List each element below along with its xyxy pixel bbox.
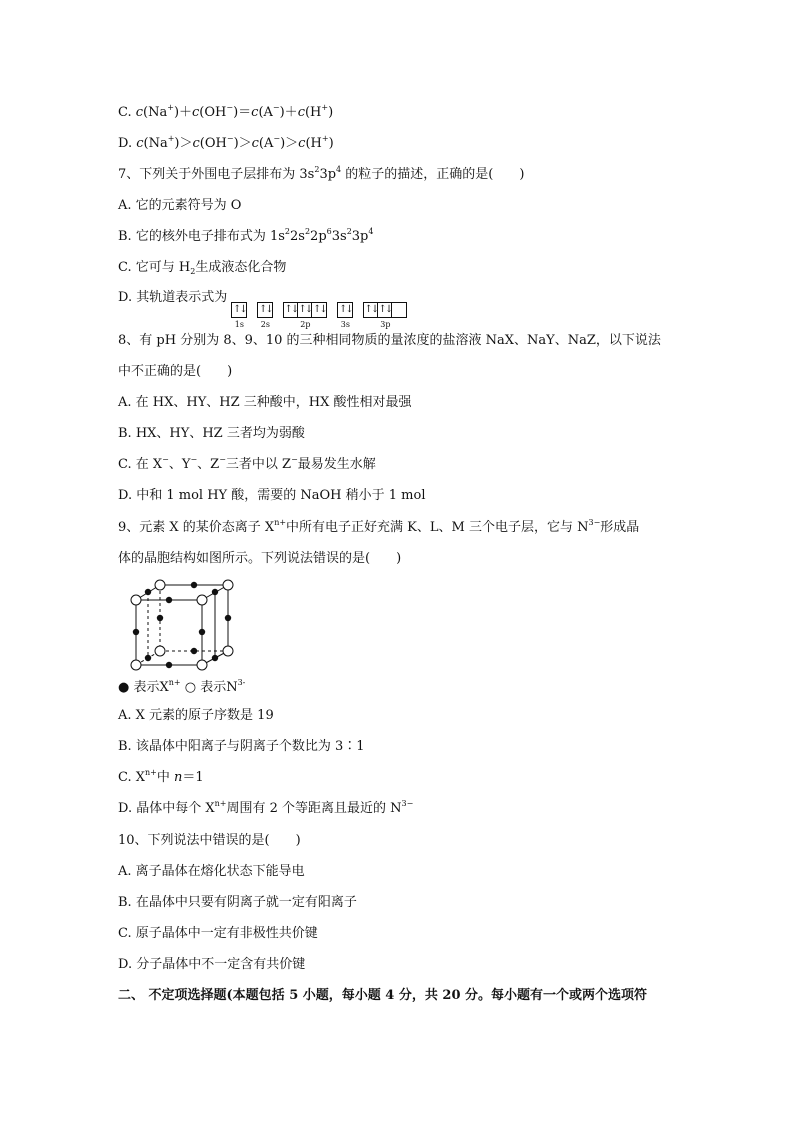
q8-option-b: B. HX、HY、HZ 三者均为弱酸	[118, 426, 305, 441]
q8-stem-line2: 中不正确的是( )	[118, 364, 233, 379]
q10-option-b: B. 在晶体中只要有阴离子就一定有阳离子	[118, 895, 357, 910]
orbital-2s	[257, 302, 273, 330]
orbital-2p	[283, 302, 327, 330]
q9-option-c: C. $X^{n+}$中 n＝1	[118, 768, 204, 785]
q9-option-a: A. X 元素的原子序数是 19	[118, 708, 274, 723]
q9-option-b: B. 该晶体中阳离子与阴离子个数比为 3∶1	[118, 739, 365, 754]
q7-option-d: D. 其轨道表示式为 ↑↓ 1s ↑↓ 2s ↑↓ ↑↓ ↑↓ 2p ↑↓ 3s ↑↓ ↑↓ 3p	[118, 290, 417, 330]
q10-stem: 10、下列说法中错误的是( )	[118, 833, 301, 848]
q8-option-d: D. 中和 1 mol HY 酸，需要的 NaOH 稍小于 1 mol	[118, 488, 426, 503]
orbital-label: 2s	[260, 320, 270, 329]
orbital-cell: ↑↓	[364, 304, 378, 315]
q10-option-d: D. 分子晶体中不一定含有共价键	[118, 957, 306, 972]
q10-option-a: A. 离子晶体在熔化状态下能导电	[118, 864, 305, 879]
q6-option-c: C. c(Na+)＋c(OH−)＝c(A−)＋c(H+)	[118, 103, 334, 120]
orbital-diagram	[231, 301, 417, 330]
q10-option-c: C. 原子晶体中一定有非极性共价键	[118, 926, 318, 941]
q9-legend: ● 表示$X^{n+}$ ○ 表示$N^{3-}$	[118, 678, 246, 695]
q9-stem-line1: 9、元素 X 的某价态离子 $X^{n+}$中所有电子正好充满 K、L、M 三个电子层，它与 $N^{3-}$形成晶	[118, 518, 640, 535]
orbital-cell: ↑↓	[378, 304, 392, 315]
q7-stem: 7、下列关于外围电子层排布为 $3s^23p^4$ 的粒子的描述，正确的是( )	[118, 165, 525, 182]
crystal-cell-diagram	[124, 575, 239, 675]
orbital-cell	[392, 303, 406, 317]
section-2-heading: 二、 不定项选择题(本题包括 5 小题，每小题 4 分，共 20 分。每小题有一个或两个选项符	[118, 988, 648, 1003]
q6-option-d: D. c(Na+)＞c(OH−)＞c(A−)＞c(H+)	[118, 134, 334, 151]
orbital-label: 2p	[300, 320, 311, 329]
q7-option-c: C. 它可与 $H_2$生成液态化合物	[118, 260, 287, 276]
q9-stem-line2: 体的晶胞结构如图所示。下列说法错误的是( )	[118, 551, 402, 566]
q8-option-c: C. 在 X−、Y−、Z−三者中以 Z−最易发生水解	[118, 455, 376, 472]
q9-option-d: D. 晶体中每个 $X^{n+}$周围有 2 个等距离且最近的 $N^{3-}$	[118, 799, 414, 816]
orbital-cell: ↑↓	[338, 304, 352, 315]
orbital-cell: ↑↓	[232, 304, 246, 315]
q7-option-b: B. 它的核外电子排布式为 $1s^22s^22p^63s^23p^4$	[118, 227, 374, 244]
orbital-label: 3s	[340, 320, 350, 329]
orbital-cell: ↑↓	[298, 304, 312, 315]
q8-stem-line1: 8、有 pH 分别为 8、9、10 的三种相同物质的量浓度的盐溶液 NaX、NaY、NaZ，以下说法	[118, 333, 661, 348]
orbital-1s	[231, 302, 247, 330]
orbital-3s	[337, 302, 353, 330]
orbital-3p	[363, 302, 407, 330]
orbital-cell: ↑↓	[258, 304, 272, 315]
orbital-label: 1s	[234, 320, 244, 329]
q7-option-a: A. 它的元素符号为 O	[118, 198, 242, 213]
orbital-cell: ↑↓	[284, 304, 298, 315]
q8-option-a: A. 在 HX、HY、HZ 三种酸中，HX 酸性相对最强	[118, 395, 412, 410]
orbital-cell: ↑↓	[312, 304, 326, 315]
orbital-label: 3p	[380, 320, 391, 329]
